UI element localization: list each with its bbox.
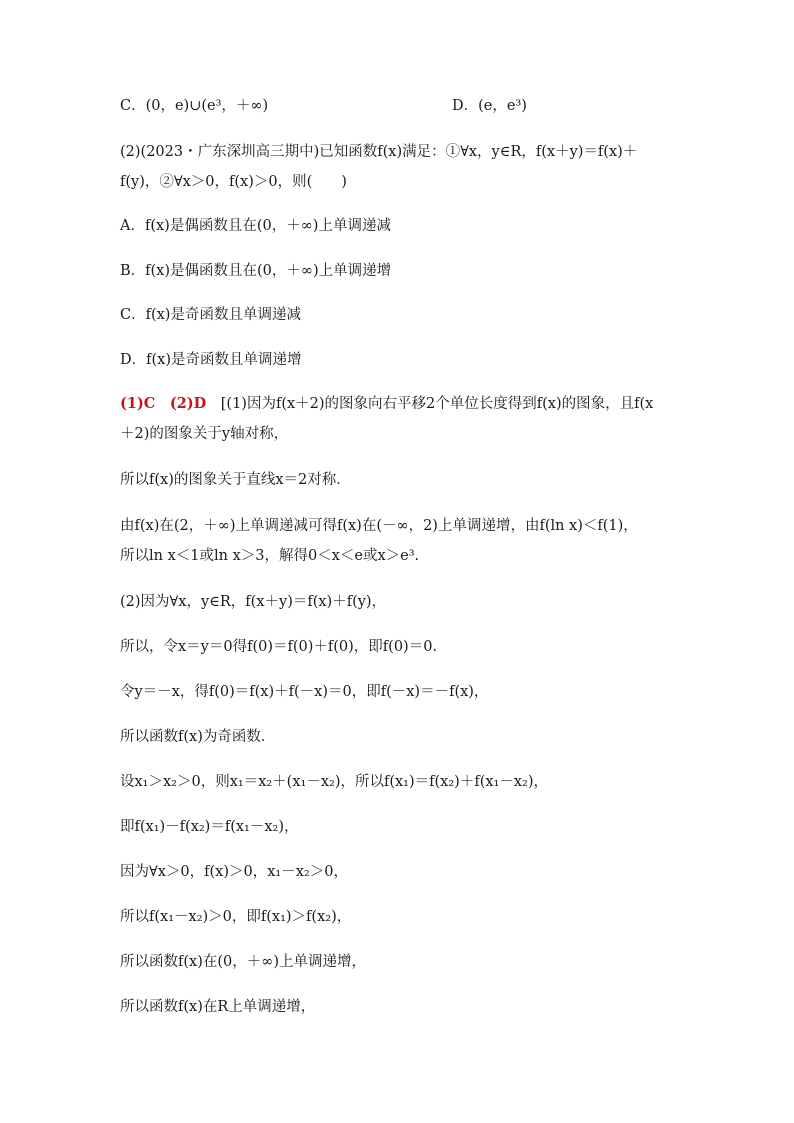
answer-label: (1)C (2)D xyxy=(120,395,207,412)
option-a: A．f(x)是偶函数且在(0，＋∞)上单调递减 xyxy=(120,218,391,234)
solution-line-13: 所以f(x₁－x₂)＞0，即f(x₁)＞f(x₂)， xyxy=(120,909,352,925)
solution-line-15: 所以函数f(x)在R上单调递增， xyxy=(120,999,316,1015)
solution-line-9: 所以函数f(x)为奇函数． xyxy=(120,729,276,745)
option-b: B．f(x)是偶函数且在(0，＋∞)上单调递增 xyxy=(120,263,392,279)
option-c: C．f(x)是奇函数且单调递减 xyxy=(120,307,301,323)
solution-line-6: (2)因为∀x，y∈R，f(x＋y)＝f(x)＋f(y)， xyxy=(120,594,387,610)
solution-line-11: 即f(x₁)－f(x₂)＝f(x₁－x₂)， xyxy=(120,819,299,835)
solution-line-10: 设x₁＞x₂＞0，则x₁＝x₂＋(x₁－x₂)，所以f(x₁)＝f(x₂)＋f(x₁－x₂)， xyxy=(120,774,548,790)
solution-line-1 xyxy=(120,394,653,414)
solution-line-2: ＋2)的图象关于y轴对称， xyxy=(120,426,289,442)
solution-line-7: 所以，令x＝y＝0得f(0)＝f(0)＋f(0)，即f(0)＝0. xyxy=(120,639,438,655)
option-d: D．f(x)是奇函数且单调递增 xyxy=(120,352,302,368)
solution-line-14: 所以函数f(x)在(0，＋∞)上单调递增， xyxy=(120,954,366,970)
solution-line-3: 所以f(x)的图象关于直线x＝2对称． xyxy=(120,472,351,488)
question-stem-line-1: (2)(2023・广东深圳高三期中)已知函数f(x)满足：①∀x，y∈R，f(x＋y)＝f(x)＋ xyxy=(120,144,638,160)
prev-option-c: C．(0，e)∪(e³，＋∞) xyxy=(120,98,269,114)
solution-line-5: 所以ln x＜1或ln x＞3，解得0＜x＜e或x＞e³. xyxy=(120,548,420,564)
prev-option-d: D．(e，e³) xyxy=(452,98,527,114)
solution-line-4: 由f(x)在(2，＋∞)上单调递减可得f(x)在(－∞，2)上单调递增，由f(ln x)＜f(1)， xyxy=(120,518,638,534)
solution-line-12: 因为∀x＞0，f(x)＞0，x₁－x₂＞0， xyxy=(120,864,348,880)
solution-line-8: 令y＝－x，得f(0)＝f(x)＋f(－x)＝0，即f(－x)＝－f(x)， xyxy=(120,684,489,700)
solution-text: [(1)因为f(x＋2)的图象向右平移2个单位长度得到f(x)的图象，且f(x xyxy=(206,396,654,412)
question-stem-line-2: f(y)，②∀x＞0，f(x)＞0，则( ) xyxy=(120,174,347,190)
